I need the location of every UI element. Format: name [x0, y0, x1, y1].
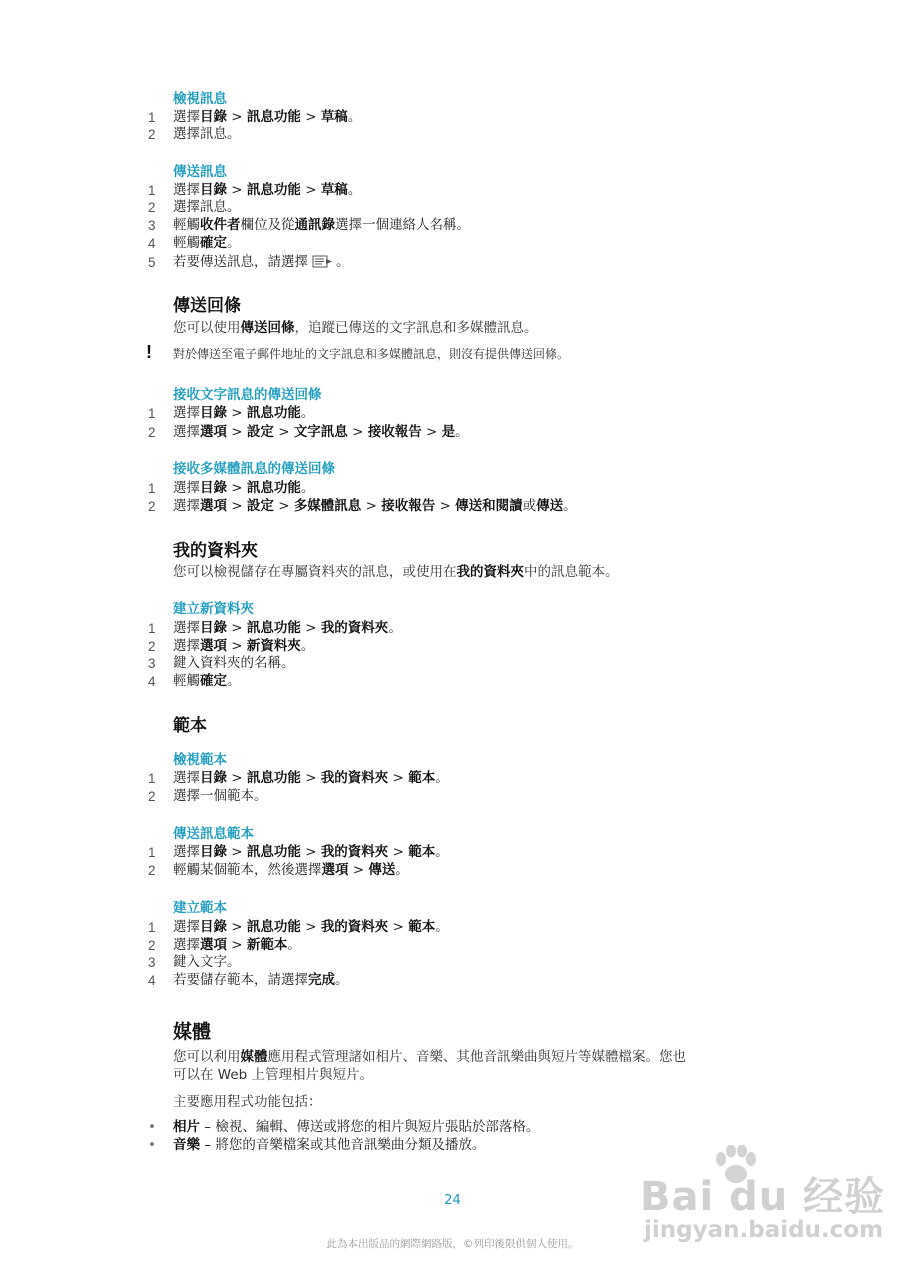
subheading-sms-receipt: 接收文字訊息的傳送回條 — [173, 387, 322, 403]
step-text: 選擇目錄 > 訊息功能。 — [173, 480, 315, 496]
step-text: 選擇選項 > 新範本。 — [173, 937, 301, 953]
step-create-template-3 — [148, 954, 788, 971]
step-number: 1 — [148, 621, 156, 636]
step-create-template-2 — [148, 937, 788, 954]
paragraph-line: 您可以利用媒體應用程式管理諸如相片、音樂、其他音訊樂曲與短片等媒體檔案。您也 — [173, 1049, 686, 1065]
subheading-view-templates: 檢視範本 — [173, 752, 227, 768]
step-send-message-2 — [148, 199, 788, 216]
step-text: 輕觸某個範本，然後選擇選項 > 傳送。 — [173, 862, 409, 878]
step-number: 3 — [148, 218, 156, 233]
subheading-send-template: 傳送訊息範本 — [173, 826, 254, 842]
step-number: 2 — [148, 499, 156, 514]
note-delivery-report — [146, 342, 786, 363]
subheading-mms-receipt: 接收多媒體訊息的傳送回條 — [173, 461, 335, 477]
step-number: 1 — [148, 183, 156, 198]
step-sms-receipt-1 — [148, 405, 788, 422]
heading-media: 媒體 — [173, 1021, 212, 1043]
page-footer: 此為本出版品的網際網路版，©列印後限供個人使用。 — [326, 1238, 579, 1250]
step-text: 選擇選項 > 新資料夾。 — [173, 638, 315, 654]
step-text: 選擇訊息。 — [173, 126, 241, 142]
step-number: 4 — [148, 674, 156, 689]
bullet-mark: • — [148, 1119, 156, 1135]
heading-delivery-report: 傳送回條 — [173, 296, 241, 316]
step-mms-receipt-1 — [148, 480, 788, 497]
step-number: 1 — [148, 406, 156, 421]
step-text: 鍵入文字。 — [173, 954, 241, 970]
step-number: 2 — [148, 938, 156, 953]
step-view-message-1 — [148, 109, 788, 126]
paragraph-line: 可以在 Web 上管理相片與短片。 — [173, 1067, 374, 1083]
step-text: 選擇目錄 > 訊息功能 > 我的資料夾 > 範本。 — [173, 919, 449, 935]
step-text: 若要儲存範本，請選擇完成。 — [173, 972, 349, 988]
step-number: 4 — [148, 973, 156, 988]
step-number: 2 — [148, 425, 156, 440]
step-send-template-2 — [148, 862, 788, 879]
bullet-text: 音樂 – 將您的音樂檔案或其他音訊樂曲分類及播放。 — [173, 1137, 486, 1153]
step-text: 選擇目錄 > 訊息功能 > 我的資料夾 > 範本。 — [173, 770, 449, 786]
step-sms-receipt-2 — [148, 424, 788, 441]
step-mms-receipt-2 — [148, 498, 788, 515]
heading-my-folders: 我的資料夾 — [173, 541, 258, 561]
step-number: 4 — [148, 236, 156, 251]
paragraph-delivery-report — [173, 319, 763, 337]
subheading-new-folder: 建立新資料夾 — [173, 601, 254, 617]
step-number: 1 — [148, 771, 156, 786]
subheading-view-message: 檢視訊息 — [173, 91, 227, 107]
page-number: 24 — [444, 1193, 461, 1208]
bullet-mark: • — [148, 1137, 156, 1153]
step-text: 選擇選項 > 設定 > 多媒體訊息 > 接收報告 > 傳送和閱讀或傳送。 — [173, 498, 577, 514]
heading-templates: 範本 — [173, 716, 207, 736]
step-new-folder-2 — [148, 638, 788, 655]
step-number: 1 — [148, 481, 156, 496]
paragraph-my-folders — [173, 563, 763, 581]
step-new-folder-1 — [148, 620, 788, 637]
step-number: 3 — [148, 656, 156, 671]
send-message-icon — [312, 255, 334, 268]
warning-icon: ! — [146, 342, 152, 362]
step-create-template-1 — [148, 919, 788, 936]
step-send-message-5 — [148, 254, 788, 271]
paragraph-line: 主要應用程式功能包括： — [173, 1094, 322, 1110]
step-text: 選擇目錄 > 訊息功能 > 我的資料夾。 — [173, 620, 402, 636]
step-text: 選擇目錄 > 訊息功能 > 草稿。 — [173, 182, 362, 198]
watermark-logo-text: Bai du 经验 — [640, 1174, 886, 1220]
step-new-folder-3 — [148, 655, 788, 672]
paragraph-line: 您可以檢視儲存在專屬資料夾的訊息，或使用在我的資料夾中的訊息範本。 — [173, 564, 619, 580]
step-number: 2 — [148, 200, 156, 215]
subheading-send-message: 傳送訊息 — [173, 164, 227, 180]
step-text: 選擇選項 > 設定 > 文字訊息 > 接收報告 > 是。 — [173, 424, 469, 440]
step-number: 5 — [148, 255, 156, 270]
step-view-message-2 — [148, 126, 788, 143]
step-number: 2 — [148, 127, 156, 142]
note-text: 對於傳送至電子郵件地址的文字訊息和多媒體訊息，則沒有提供傳送回條。 — [173, 347, 570, 361]
step-text: 選擇一個範本。 — [173, 788, 268, 804]
step-number: 1 — [148, 110, 156, 125]
step-number: 1 — [148, 920, 156, 935]
paragraph-line: 您可以使用傳送回條，追蹤已傳送的文字訊息和多媒體訊息。 — [173, 320, 538, 336]
step-text: 鍵入資料夾的名稱。 — [173, 655, 295, 671]
step-number: 2 — [148, 789, 156, 804]
step-text: 輕觸確定。 — [173, 235, 241, 251]
step-number: 1 — [148, 845, 156, 860]
step-send-template-1 — [148, 844, 788, 861]
step-new-folder-4 — [148, 673, 788, 690]
paragraph-media-features — [173, 1093, 763, 1111]
step-text: 選擇訊息。 — [173, 199, 241, 215]
bullet-text: 相片 – 檢視、編輯、傳送或將您的相片與短片張貼於部落格。 — [173, 1119, 540, 1135]
bullet-item-photos — [148, 1118, 788, 1136]
paragraph-media — [173, 1048, 763, 1084]
step-text: 選擇目錄 > 訊息功能 > 我的資料夾 > 範本。 — [173, 844, 449, 860]
step-send-message-1 — [148, 182, 788, 199]
subheading-create-template: 建立範本 — [173, 900, 227, 916]
step-text: 輕觸收件者欄位及從通訊錄選擇一個連絡人名稱。 — [173, 217, 470, 233]
step-number: 3 — [148, 955, 156, 970]
step-send-message-4 — [148, 235, 788, 252]
step-create-template-4 — [148, 972, 788, 989]
step-text: 選擇目錄 > 訊息功能 > 草稿。 — [173, 109, 362, 125]
step-number: 2 — [148, 639, 156, 654]
watermark-url: jingyan.baidu.com — [644, 1217, 884, 1243]
step-text: 選擇目錄 > 訊息功能。 — [173, 405, 315, 421]
step-view-templates-2 — [148, 788, 788, 805]
step-text: 若要傳送訊息，請選擇 。 — [173, 254, 350, 270]
step-send-message-3 — [148, 217, 788, 234]
step-view-templates-1 — [148, 770, 788, 787]
step-text: 輕觸確定。 — [173, 673, 241, 689]
step-number: 2 — [148, 863, 156, 878]
